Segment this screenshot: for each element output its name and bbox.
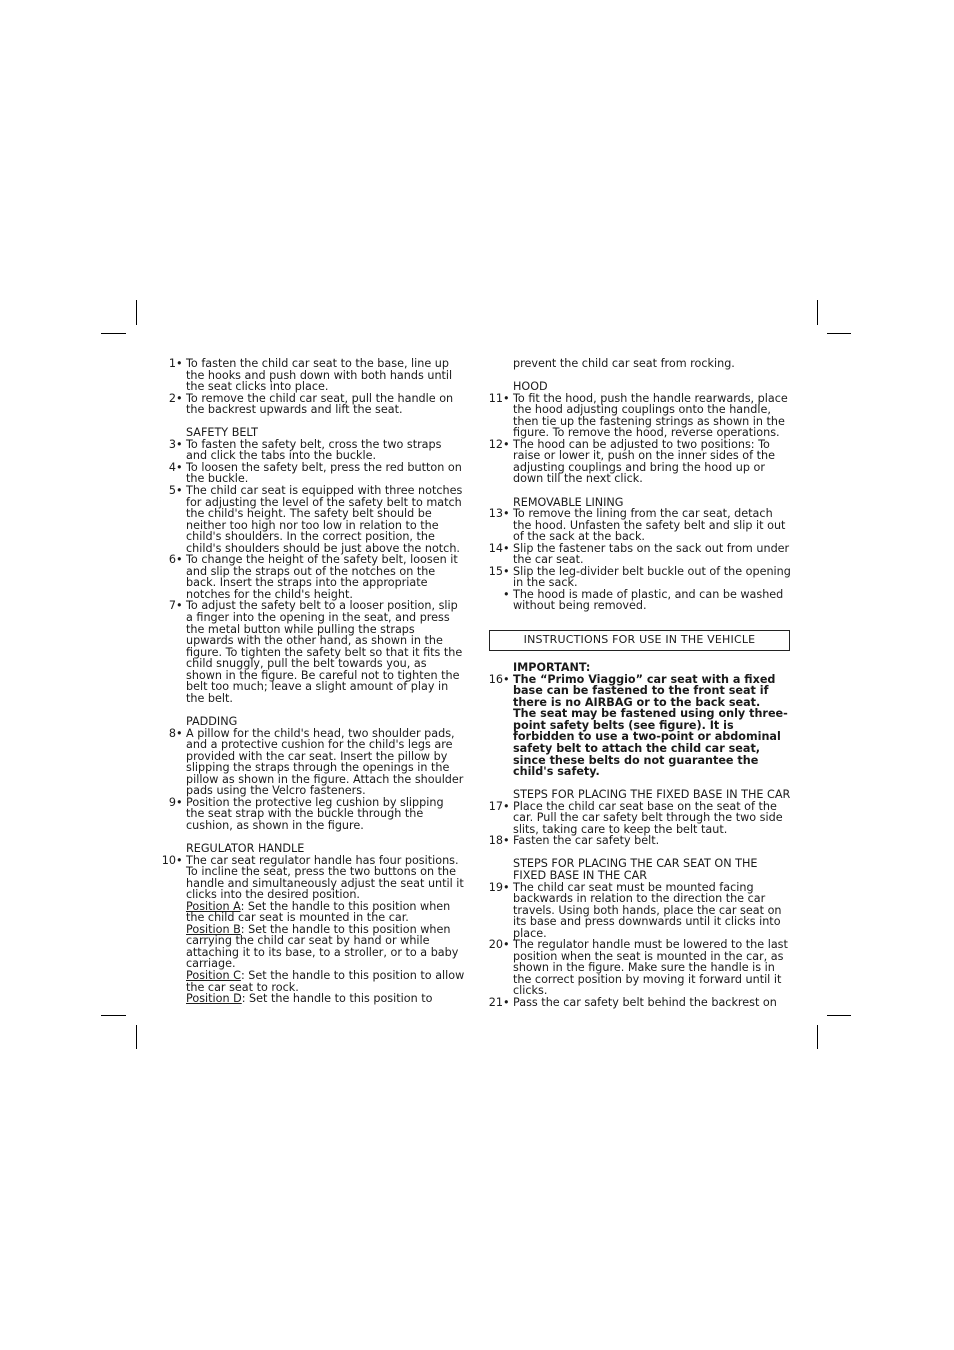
list-item: 20• The regulator handle must be lowered to the last position when the seat is mounted in the car, as shown in the figure. Make sure the handle is in the correct position by moving it forward until it clicks. (488, 938, 788, 998)
section-heading-hood: HOOD (513, 380, 548, 394)
position-a-label: Position A (186, 899, 241, 913)
list-item: 8• A pillow for the child's head, two shoulder pads, and a protective cushion for the child's legs are provided with the car seat. Insert the pillow by slipping the straps through the openings in the pillow as shown in the figure. Attach the shoulder pads using the Velcro fasteners. (168, 726, 464, 798)
list-item: 11• To fit the hood, push the handle rearwards, place the hood adjusting couplings onto the handle, then tie up the fastening strings as shown in the figure. To remove the hood, reverse operations. (488, 391, 788, 440)
crop-mark-top-right-h (827, 333, 851, 334)
position-d-label: Position D (186, 992, 242, 1006)
list-item: 21• Pass the car safety belt behind the backrest on (488, 995, 777, 1009)
crop-mark-bottom-left-v (136, 1025, 137, 1049)
list-item: 2• To remove the child car seat, pull the handle on the backrest upwards and lift the seat. (168, 391, 454, 417)
crop-mark-top-right-v (817, 300, 818, 325)
position-b-label: Position B (186, 922, 241, 936)
continued-text: prevent the child car seat from rocking. (513, 357, 735, 370)
crop-mark-top-left-v (136, 300, 137, 325)
list-item: 18• Fasten the car safety belt. (488, 834, 660, 848)
list-item: 4• To loosen the safety belt, press the red button on the buckle. (168, 460, 462, 486)
list-item: 10• The car seat regulator handle has four positions. To incline the seat, press the two buttons on the handle and simultaneously adjust the seat until it clicks into the desired position. (161, 853, 464, 902)
list-item: 5• The child car seat is equipped with three notches for adjusting the level of the safety belt to match the child's height. The safety belt should be neither too high nor too low in relation to the child's shoulders. In the correct position, the child's shoulders should be just above the notch. (168, 484, 463, 555)
section-heading-safety-belt: SAFETY BELT (186, 426, 258, 440)
list-item: 14• Slip the fastener tabs on the sack out from under the car seat. (488, 541, 790, 567)
list-item: 9• Position the protective leg cushion by slipping the seat strap with the buckle through the cushion, as shown in the figure. (168, 795, 444, 832)
important-warning-text: The seat may be fastened using only three-point safety belts (see figure). It is forbidden to use a two-point or abdominal safety belt to attach the child car seat, since these belts do not guarantee the child's safety. (513, 707, 788, 779)
position-b-text: Position B: Set the handle to this position when carrying the child car seat by hand or while attaching it to its base, to a stroller, or to a baby carriage. (186, 922, 459, 971)
list-item: 15• Slip the leg-divider belt buckle out of the opening in the sack. (488, 564, 791, 590)
list-item: 7• To adjust the safety belt to a looser position, slip a finger into the opening in the seat, and press the metal button while pulling the straps upwards with the other hand, as shown in the figure. To tighten the safety belt so that it fits the child snuggly, pull the belt towards you, as shown in the figure. Be careful not to tighten the belt too much; leave a slight amount of play in the belt. (168, 599, 463, 705)
position-a-text: Position A: Set the handle to this position when the child car seat is mounted in the car. (186, 899, 451, 925)
section-heading-seat-on-base: STEPS FOR PLACING THE CAR SEAT ON THE FIXED BASE IN THE CAR (513, 857, 758, 882)
list-item: 6• To change the height of the safety belt, loosen it and slip the straps out of the notches on the back. Insert the straps into the appropriate notches for the child's height. (168, 553, 458, 601)
section-heading-removable-lining: REMOVABLE LINING (513, 495, 624, 509)
important-label: IMPORTANT: (513, 661, 591, 675)
crop-mark-bottom-right-h (827, 1015, 851, 1016)
right-column (487, 358, 792, 1009)
section-heading-padding: PADDING (186, 714, 238, 728)
position-d-text: Position D: Set the handle to this position to (186, 992, 433, 1006)
list-item: 12• The hood can be adjusted to two positions: To raise or lower it, push on the inner sides of the adjusting couplings and bring the hood up or down till the next click. (488, 437, 775, 486)
left-column (160, 358, 465, 1005)
crop-mark-bottom-right-v (817, 1025, 818, 1049)
list-item: 3• To fasten the safety belt, cross the two straps and click the tabs into the buckle. (168, 437, 442, 463)
list-item: 16• The “Primo Viaggio” car seat with a fixed base can be fastened to the front seat if there is no AIRBAG or to the back seat. (488, 672, 776, 709)
list-item: 13• To remove the lining from the car seat, detach the hood. Unfasten the safety belt and slip it out of the sack at the back. (488, 507, 786, 544)
crop-mark-top-left-h (101, 333, 126, 334)
list-item: • The hood is made of plastic, and can be washed without being removed. (503, 587, 784, 613)
section-heading-regulator-handle: REGULATOR HANDLE (186, 841, 305, 855)
section-heading-fixed-base: STEPS FOR PLACING THE FIXED BASE IN THE CAR (513, 788, 791, 802)
position-c-label: Position C (186, 968, 241, 982)
section-title-box-vehicle: INSTRUCTIONS FOR USE IN THE VEHICLE (489, 630, 790, 651)
crop-mark-bottom-left-h (101, 1015, 126, 1016)
position-c-text: Position C: Set the handle to this position to allow the car seat to rock. (186, 968, 465, 994)
list-item: 19• The child car seat must be mounted facing backwards in relation to the direction the car travels. Using both hands, place the car seat on its base and press downwards until it clicks into place. (488, 880, 782, 940)
list-item: 17• Place the child car seat base on the seat of the car. Pull the car safety belt through the two side slits, taking care to keep the belt taut. (488, 799, 783, 836)
list-item: 1• To fasten the child car seat to the base, line up the hooks and push down with both hands until the seat clicks into place. (168, 357, 453, 394)
